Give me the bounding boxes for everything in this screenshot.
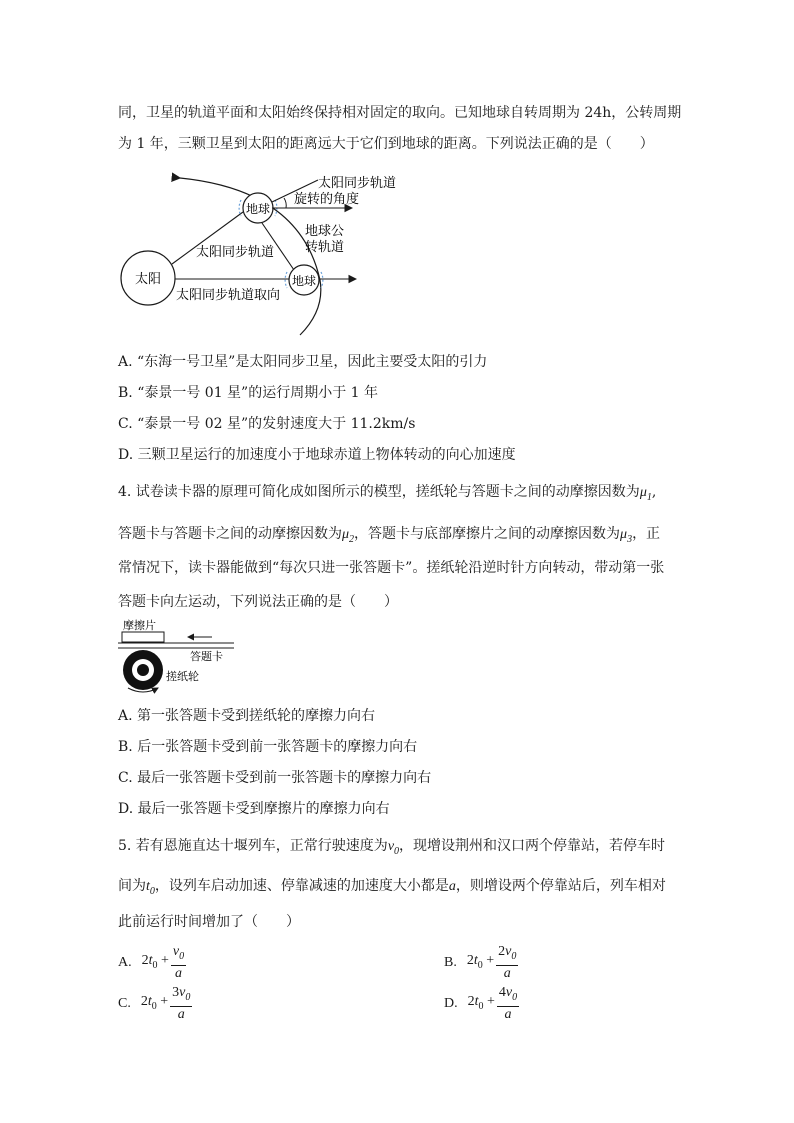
revolution-label-2: 转轨道: [305, 240, 345, 255]
card-reader-diagram: [115, 618, 245, 698]
q3-text-line1: 同，卫星的轨道平面和太阳始终保持相对固定的取向。已知地球自转周期为 24h，公转周期: [118, 105, 682, 121]
q4-option-c: C. 最后一张答题卡受到前一张答题卡的摩擦力向右: [118, 770, 432, 786]
q4-text-line4: 答题卡向左运动，下列说法正确的是（ ）: [118, 594, 398, 610]
rotation-angle-arc: [284, 198, 286, 208]
q5-option-a: A. $2t_0$ + $\frac{v_0}{a}$: [118, 944, 185, 981]
q3-option-b: B. “泰景一号 01 星”的运行周期小于 1 年: [118, 385, 379, 401]
mu2-symbol: $\mu_2$: [342, 527, 355, 545]
q4-option-a: A. 第一张答题卡受到搓纸轮的摩擦力向右: [118, 708, 376, 724]
q4-text-line3: 常情况下，读卡器能做到“每次只进一张答题卡”。搓纸轮沿逆时针方向转动，带动第一张: [118, 560, 665, 576]
fraction-2v0-over-a: $\frac{2v_0}{a}$: [498, 944, 517, 981]
q3-option-c: C. “泰景一号 02 星”的发射速度大于 11.2km/s: [118, 416, 416, 432]
q5-option-c: C. $2t_0$ + $\frac{3v_0}{a}$: [118, 985, 191, 1022]
sync-orbit-top-label: 太阳同步轨道: [318, 176, 397, 191]
orbit-diagram: [110, 160, 410, 340]
friction-pad-rect: [122, 632, 164, 642]
q4-text-line2: 答题卡与答题卡之间的动摩擦因数为$\mu_2$，答题卡与底部摩擦片之间的动摩擦因数为$\mu_3$，正: [118, 526, 661, 545]
fraction-v0-over-a: $\frac{v_0}{a}$: [172, 944, 185, 981]
card-label: 答题卡: [190, 650, 223, 663]
q5-text-line2: 间为$t_0$，设列车启动加速、停靠减速的加速度大小都是a，则增设两个停靠站后，列车相对: [118, 878, 666, 897]
sync-orbit-mid-label: 太阳同步轨道: [196, 245, 275, 260]
sun-label: 太阳: [134, 272, 162, 287]
wheel-label: 搓纸轮: [166, 670, 199, 683]
rotation-angle-label: 旋转的角度: [294, 192, 360, 207]
q5-option-d: D. $2t_0$ + $\frac{4v_0}{a}$: [444, 985, 518, 1022]
revolution-label-1: 地球公: [305, 224, 345, 239]
t0-symbol: $t_0$: [146, 879, 155, 897]
mu1-symbol: $\mu_1$: [639, 485, 652, 503]
earth1-label: 地球: [245, 202, 271, 216]
q3-option-d: D. 三颗卫星运行的加速度小于地球赤道上物体转动的向心加速度: [118, 447, 516, 463]
fraction-4v0-over-a: $\frac{4v_0}{a}$: [498, 985, 518, 1022]
q5-text-line3: 此前运行时间增加了（ ）: [118, 914, 300, 930]
friction-pad-label: 摩擦片: [123, 619, 156, 632]
q4-option-b: B. 后一张答题卡受到前一张答题卡的摩擦力向右: [118, 739, 418, 755]
q4-option-d: D. 最后一张答题卡受到摩擦片的摩擦力向右: [118, 801, 390, 817]
q3-text-line2: 为 1 年，三颗卫星到太阳的距离远大于它们到地球的距离。下列说法正确的是（ ）: [118, 136, 654, 152]
q5-option-b: B. $2t_0$ + $\frac{2v_0}{a}$: [444, 944, 517, 981]
q3-option-a: A. “东海一号卫星”是太阳同步卫星，因此主要受太阳的引力: [118, 354, 488, 370]
a-symbol: a: [448, 879, 456, 894]
v0-symbol: $v_0$: [387, 839, 400, 857]
earth2-label: 地球: [291, 274, 317, 288]
q4-text-line1: 4. 试卷读卡器的原理可简化成如图所示的模型，搓纸轮与答题卡之间的动摩擦因数为$\mu_1$,: [118, 484, 657, 503]
q5-text-line1: 5. 若有恩施直达十堰列车，正常行驶速度为$v_0$，现增设荆州和汉口两个停靠站，若停车时: [118, 838, 666, 857]
mu3-symbol: $\mu_3$: [620, 527, 633, 545]
orientation-label: 太阳同步轨道取向: [176, 288, 281, 303]
wheel-hub: [137, 664, 149, 676]
fraction-3v0-over-a: $\frac{3v_0}{a}$: [172, 985, 191, 1022]
